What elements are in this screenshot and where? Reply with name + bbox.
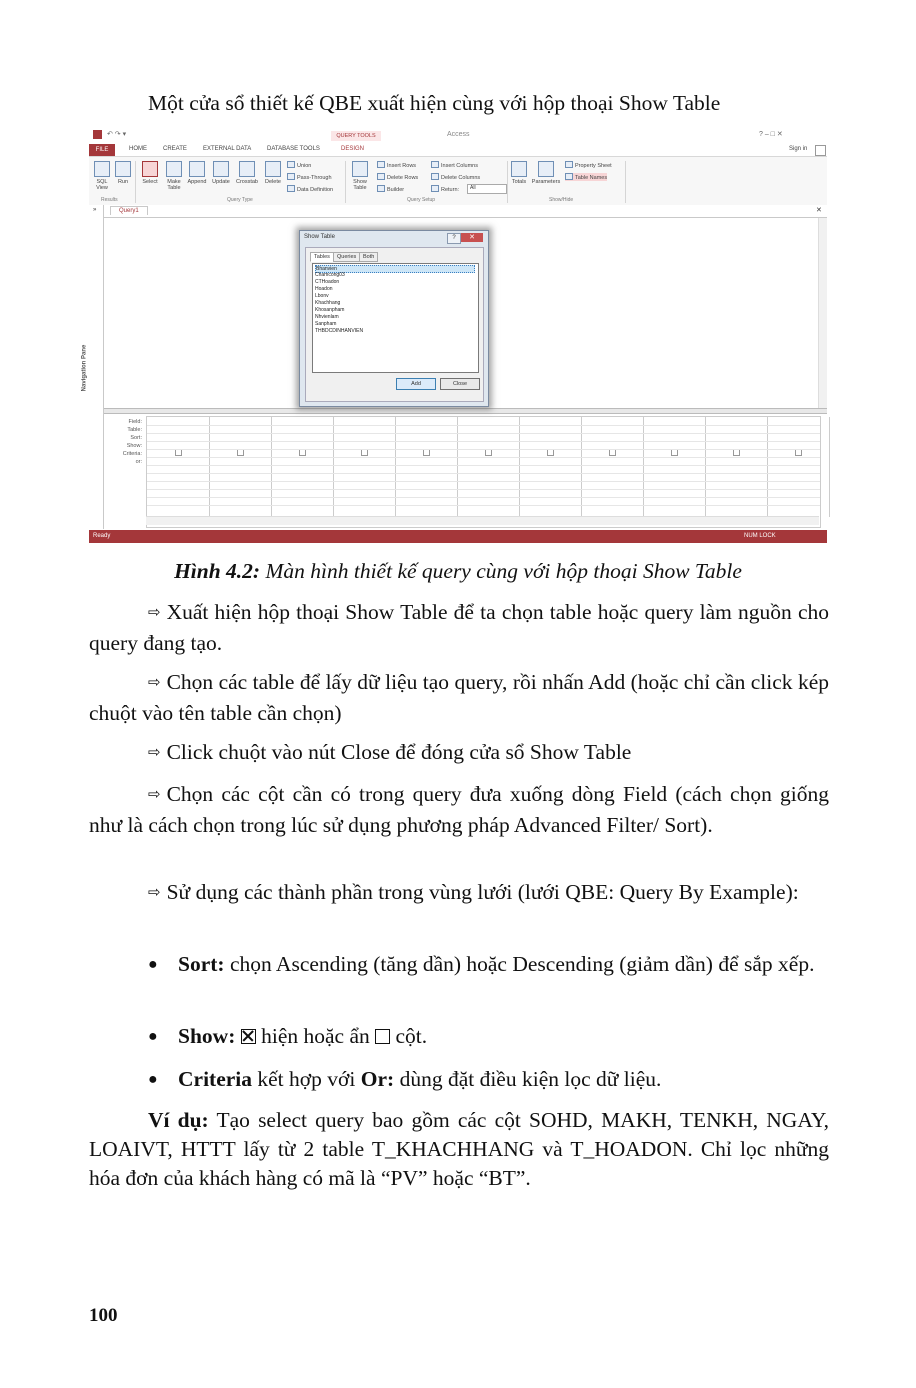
paragraph-text: Xuất hiện hộp thoại Show Table để ta chọn table hoặc query làm nguồn cho query đang tạo. <box>89 600 829 655</box>
qbe-row-line <box>147 505 820 506</box>
add-button[interactable]: Add <box>396 378 436 390</box>
vertical-scrollbar[interactable] <box>818 218 827 408</box>
qbe-column[interactable] <box>147 417 210 517</box>
group-results: Results <box>101 197 118 203</box>
table-names-button[interactable]: Table Names <box>565 173 607 181</box>
qbe-column[interactable] <box>767 417 830 517</box>
update-button[interactable] <box>209 161 233 185</box>
delete-columns-button[interactable]: Delete Columns <box>431 173 480 181</box>
show-table-label: Show Table <box>353 179 367 191</box>
qbe-row-labels <box>104 418 142 466</box>
paragraph-text: Chọn các table để lấy dữ liệu tạo query, rồi nhấn Add (hoặc chỉ cần click kép chuột vào tên table cần chọn) <box>89 670 829 725</box>
show-checkbox[interactable] <box>795 449 802 456</box>
arrow-icon: ⇨ <box>148 603 161 621</box>
paragraph-text: Click chuột vào nút Close để đóng cửa sổ Show Table <box>166 740 632 764</box>
show-checkbox[interactable] <box>547 449 554 456</box>
arrow-icon: ⇨ <box>148 743 161 761</box>
show-label: Show: <box>178 1024 236 1048</box>
row-label-show: Show: <box>126 443 142 449</box>
pane-splitter[interactable] <box>104 408 827 414</box>
row-label-criteria: Criteria: <box>122 451 142 457</box>
group-show-hide: Show/Hide <box>549 197 574 203</box>
checked-box-icon <box>241 1029 256 1044</box>
update-label: Update <box>212 179 230 185</box>
show-checkbox[interactable] <box>237 449 244 456</box>
criteria-text: dùng đặt điều kiện lọc dữ liệu. <box>394 1067 662 1091</box>
navigation-pane[interactable] <box>81 205 104 529</box>
totals-label: Totals <box>511 179 527 185</box>
pass-through-button[interactable]: Pass-Through <box>287 173 332 181</box>
dialog-body <box>305 247 484 402</box>
table-list-item[interactable]: Bhanvien <box>315 265 475 273</box>
sql-view-button[interactable] <box>91 161 113 191</box>
table-list-item[interactable]: Khachhang <box>315 300 341 306</box>
navigation-pane-label: Navigation Pane <box>81 344 88 392</box>
figure-caption <box>0 557 916 586</box>
show-text-end: cột. <box>390 1024 428 1048</box>
quick-access-toolbar[interactable]: ↶ ↷ ▾ <box>107 131 127 138</box>
dialog-title: Show Table <box>304 234 335 240</box>
tab-home[interactable]: HOME <box>129 146 147 152</box>
delete-rows-button[interactable]: Delete Rows <box>377 173 418 181</box>
paragraph-text: Sử dụng các thành phần trong vùng lưới (lưới QBE: Query By Example): <box>166 880 799 904</box>
qbe-row-line <box>147 433 820 434</box>
arrow-icon: ⇨ <box>148 883 161 901</box>
title-bar <box>89 128 827 144</box>
tab-database-tools[interactable]: DATABASE TOOLS <box>267 146 320 152</box>
access-screenshot <box>81 128 827 543</box>
run-button[interactable] <box>115 161 131 185</box>
tab-both[interactable]: Both <box>359 252 378 262</box>
qbe-column[interactable] <box>271 417 334 517</box>
show-text: hiện hoặc ẩn <box>255 1024 376 1048</box>
help-button[interactable]: ? <box>447 233 461 244</box>
horizontal-scrollbar[interactable] <box>146 516 819 525</box>
parameters-button[interactable] <box>531 161 561 185</box>
run-label: Run <box>117 179 129 185</box>
bullet-sort <box>89 950 829 981</box>
qbe-grid[interactable] <box>146 416 821 528</box>
table-list-item[interactable]: Khosanpham <box>315 307 345 313</box>
divider <box>625 161 626 203</box>
table-list-item[interactable]: Chamcong03 <box>315 272 345 278</box>
close-document-icon[interactable]: ✕ <box>816 207 822 214</box>
status-num-lock: NUM LOCK <box>744 533 776 539</box>
example-label: Ví dụ: <box>148 1108 209 1132</box>
bullet-dot-icon: ● <box>148 956 158 973</box>
show-checkbox[interactable] <box>361 449 368 456</box>
table-list-item[interactable]: THBDCDINHANVIEN <box>315 328 364 334</box>
show-checkbox[interactable] <box>485 449 492 456</box>
append-button[interactable] <box>185 161 209 185</box>
status-bar <box>89 530 827 543</box>
page-number: 100 <box>89 1305 118 1326</box>
qbe-column[interactable] <box>643 417 706 517</box>
show-table-button[interactable] <box>349 161 371 191</box>
caption-label: Hình 4.2: <box>174 559 261 583</box>
delete-button[interactable] <box>261 161 285 185</box>
make-table-label: Make Table <box>167 179 181 191</box>
dialog-close-x-button[interactable]: ✕ <box>461 233 483 242</box>
qbe-row-line <box>147 441 820 442</box>
row-label-sort: Sort: <box>130 435 142 441</box>
show-checkbox[interactable] <box>671 449 678 456</box>
unchecked-box-icon <box>375 1029 390 1044</box>
row-label-or: or: <box>135 459 142 465</box>
sql-view-label: SQL View <box>96 179 108 191</box>
window-controls[interactable]: ? – □ ✕ <box>759 131 783 138</box>
table-list-item[interactable]: CTHoadon <box>315 279 340 285</box>
qbe-column[interactable] <box>395 417 458 517</box>
divider <box>507 161 508 203</box>
qbe-column[interactable] <box>705 417 768 517</box>
arrow-paragraph-1 <box>89 598 829 658</box>
qbe-column[interactable] <box>457 417 520 517</box>
example-text: Tạo select query bao gồm các cột SOHD, MAKH, TENKH, NGAY, LOAIVT, HTTT lấy từ 2 table T_KHACHHANG và T_HOADON. Chỉ lọc những hóa đơn của khách hàng có mã là “PV” hoặc “BT”. <box>89 1108 829 1190</box>
ribbon <box>89 156 827 206</box>
builder-button[interactable]: Builder <box>377 185 404 193</box>
arrow-paragraph-3 <box>89 738 829 769</box>
qbe-row-line <box>147 473 820 474</box>
tab-tables[interactable]: Tables <box>310 252 334 262</box>
nav-toggle-icon[interactable]: » <box>93 207 97 213</box>
table-list-item[interactable]: Sanpham <box>315 321 337 327</box>
parameters-label: Parameters <box>531 179 561 185</box>
data-definition-button[interactable]: Data Definition <box>287 185 333 193</box>
crosstab-button[interactable] <box>233 161 261 185</box>
append-label: Append <box>187 179 207 185</box>
return-select[interactable]: All <box>467 184 507 194</box>
document-tabs <box>104 205 827 218</box>
tab-file[interactable]: FILE <box>89 144 115 156</box>
user-icon[interactable] <box>815 145 826 156</box>
row-label-field: Field: <box>128 419 142 425</box>
arrow-icon: ⇨ <box>148 673 161 691</box>
show-checkbox[interactable] <box>299 449 306 456</box>
group-query-setup: Query Setup <box>407 197 436 203</box>
intro-line: Một cửa sổ thiết kế QBE xuất hiện cùng với hộp thoại Show Table <box>148 91 721 115</box>
qbe-row-line <box>147 465 820 466</box>
sort-label: Sort: <box>178 952 225 976</box>
return-label: Return: <box>431 185 459 193</box>
show-checkbox[interactable] <box>423 449 430 456</box>
bullet-dot-icon: ● <box>148 1071 158 1088</box>
criteria-label: Criteria <box>178 1067 253 1091</box>
qbe-row-line <box>147 457 820 458</box>
tab-queries[interactable]: Queries <box>333 252 360 262</box>
sort-text: chọn Ascending (tăng dần) hoặc Descending (giảm dần) để sắp xếp. <box>224 952 815 976</box>
access-logo-icon <box>93 130 102 139</box>
delete-label: Delete <box>265 179 281 185</box>
tab-query1[interactable]: Query1 <box>110 206 148 215</box>
bullet-criteria <box>148 1065 829 1096</box>
qbe-row-line <box>147 489 820 490</box>
qbe-column[interactable] <box>333 417 396 517</box>
or-label: Or: <box>360 1067 395 1091</box>
example-paragraph <box>89 1106 829 1193</box>
tab-create[interactable]: CREATE <box>163 146 187 152</box>
divider <box>135 161 136 203</box>
select-label: Select <box>142 179 158 185</box>
show-checkbox[interactable] <box>175 449 182 456</box>
row-label-table: Table: <box>127 427 142 433</box>
insert-rows-button[interactable]: Insert Rows <box>377 161 416 169</box>
tab-external-data[interactable]: EXTERNAL DATA <box>203 146 252 152</box>
paragraph-text: Chọn các cột cần có trong query đưa xuống dòng Field (cách chọn giống như là cách chọn trong lúc sử dụng phương pháp Advanced Filter/ Sort). <box>89 782 829 837</box>
qbe-row-line <box>147 449 820 450</box>
table-list-item[interactable]: Hoadon <box>315 286 333 292</box>
arrow-paragraph-5 <box>89 878 829 909</box>
group-query-type: Query Type <box>227 197 253 203</box>
table-list-item[interactable]: Nhvienlam <box>315 314 339 320</box>
qbe-row-line <box>147 497 820 498</box>
divider <box>345 161 346 203</box>
criteria-mid: kết hợp với <box>252 1067 361 1091</box>
bullet-dot-icon: ● <box>148 1028 158 1045</box>
property-sheet-button[interactable]: Property Sheet <box>565 161 612 169</box>
close-button[interactable]: Close <box>440 378 480 390</box>
union-button[interactable]: Union <box>287 161 311 169</box>
table-list[interactable] <box>312 263 479 373</box>
qbe-column[interactable] <box>581 417 644 517</box>
arrow-paragraph-4 <box>89 780 829 840</box>
totals-button[interactable] <box>509 161 529 185</box>
arrow-icon: ⇨ <box>148 785 161 803</box>
arrow-paragraph-2 <box>89 668 829 728</box>
show-checkbox[interactable] <box>733 449 740 456</box>
app-title: Access <box>447 131 470 138</box>
show-checkbox[interactable] <box>609 449 616 456</box>
qbe-row-line <box>147 425 820 426</box>
show-table-dialog <box>299 230 489 407</box>
qbe-column[interactable] <box>519 417 582 517</box>
status-ready: Ready <box>93 533 111 539</box>
bullet-show <box>148 1022 829 1053</box>
crosstab-label: Crosstab <box>235 179 258 185</box>
qbe-column[interactable] <box>209 417 272 517</box>
table-list-item[interactable]: Lbonv <box>315 293 329 299</box>
caption-text: Màn hình thiết kế query cùng với hộp thoại Show Table <box>260 559 742 583</box>
make-table-button[interactable] <box>163 161 185 191</box>
insert-columns-button[interactable]: Insert Columns <box>431 161 478 169</box>
query-tools-context: QUERY TOOLS <box>331 131 381 141</box>
select-button[interactable] <box>139 161 161 185</box>
sign-in-link[interactable]: Sign in <box>789 146 808 152</box>
qbe-row-line <box>147 481 820 482</box>
tab-design[interactable]: DESIGN <box>341 146 365 152</box>
